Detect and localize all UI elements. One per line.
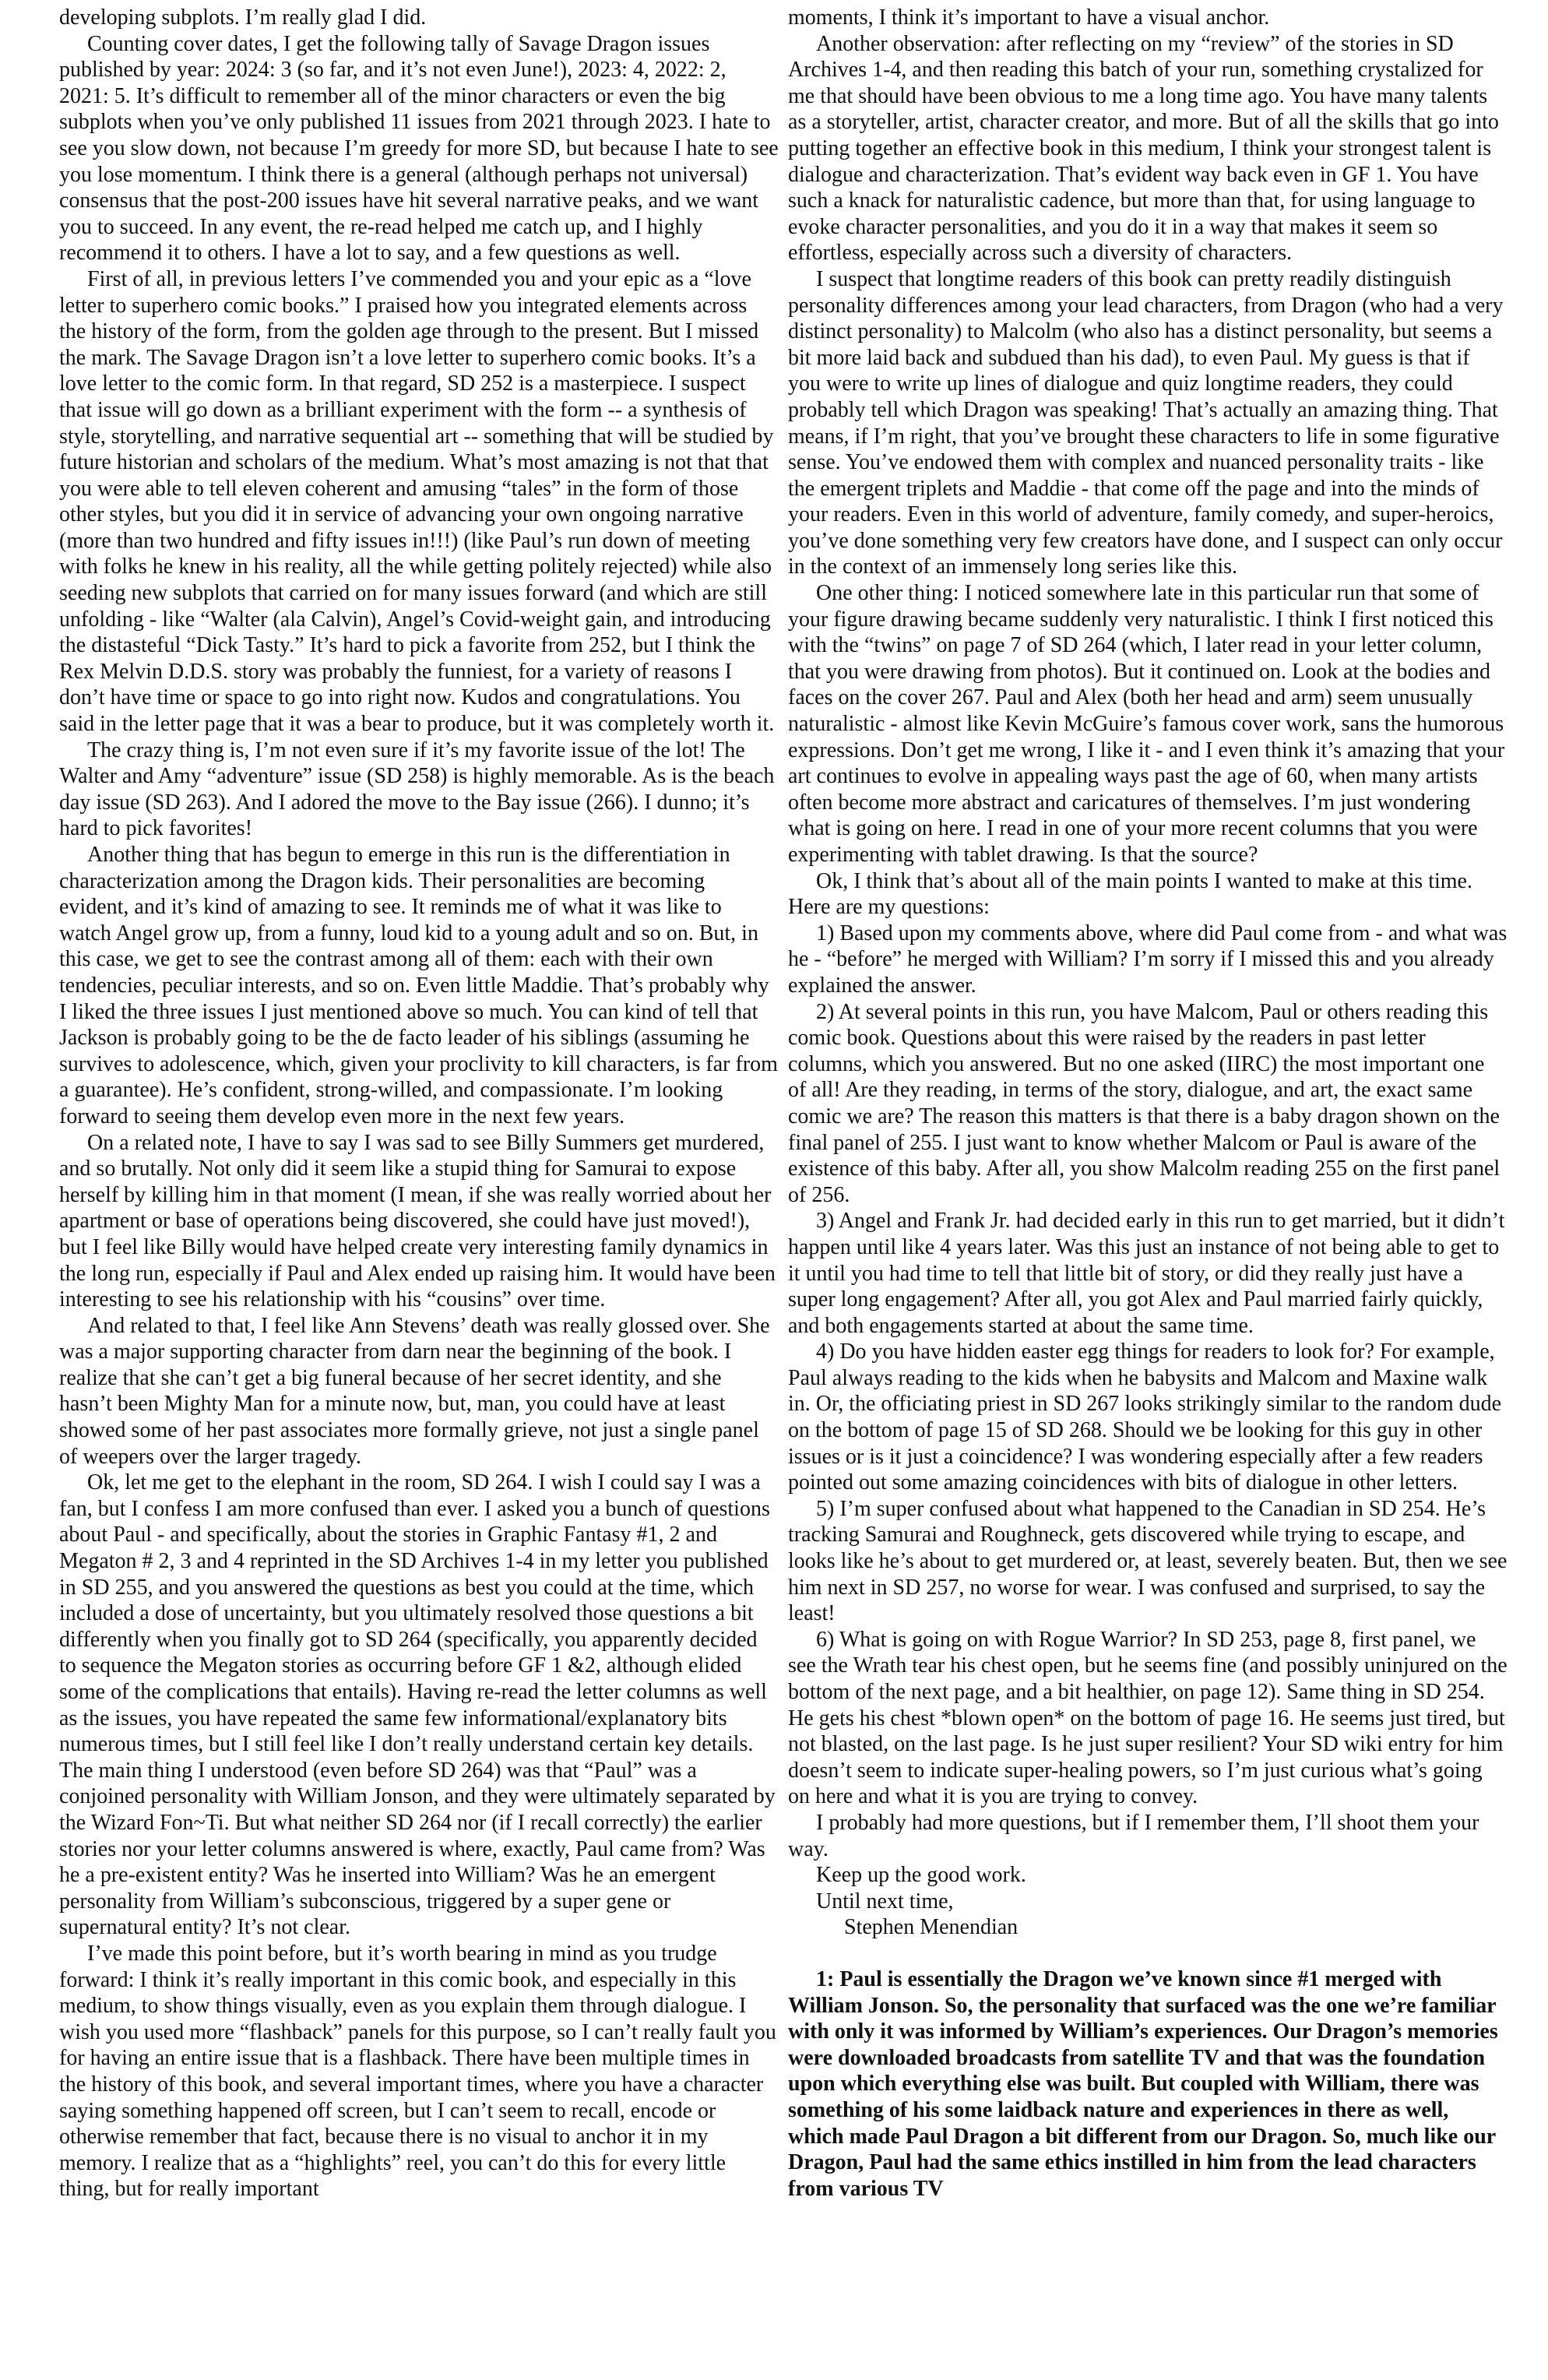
paragraph: I’ve made this point before, but it’s worth bearing in mind as you trudge forward: I think it’s really important in this comic book, and especially in this medium, to show things visually, even as you explain them through dialogue. I wish you used more “flashback” panels for this purpose, so I can’t really fault you for having an entire issue that is a flashback. There have been multiple times in the history of this book, and several important times, where you have a character saying something happened off screen, but I can’t seem to recall, encode or otherwise remember that fact, because there is no visual to anchor it in my memory. I realize that as a “highlights” reel, you can’t do this for every little thing, but for really important xyxy=(59,1941,776,2202)
paragraph: moments, I think it’s important to have a visual anchor. xyxy=(788,5,1270,30)
paragraph: I probably had more questions, but if I remember them, I’ll shoot them your way. xyxy=(788,1810,1479,1861)
right-column xyxy=(788,5,1508,2202)
paragraph: developing subplots. I’m really glad I did. xyxy=(59,5,427,30)
paragraph: And related to that, I feel like Ann Stevens’ death was really glossed over. She was a major supporting character from darn near the beginning of the book. I realize that she can’t get a big funeral because of her secret identity, and she hasn’t been Mighty Man for a minute now, but, man, you could have at least showed some of her past associates more formally grieve, not just a single panel of weepers over the larger tragedy. xyxy=(59,1313,770,1469)
left-column xyxy=(59,5,779,2202)
paragraph: First of all, in previous letters I’ve commended you and your epic as a “love letter to superhero comic books.” I praised how you integrated elements across the history of the form, from the golden age through to the present. But I missed the mark. The Savage Dragon isn’t a love letter to superhero comic books. It’s a love letter to the comic form. In that regard, SD 252 is a masterpiece. I suspect that issue will go down as a brilliant experiment with the form -- a synthesis of style, storytelling, and narrative sequential art -- something that will be studied by future historian and scholars of the medium. What’s most amazing is not that that you were able to tell eleven coherent and amusing “tales” in the form of those other styles, but you did it in service of advancing your own ongoing narrative (more than two hundred and fifty issues in!!!) (like Paul’s run down of meeting with folks he knew in his reality, all the while getting politely rejected) while also seeding new subplots that carried on for many issues forward (and which are still unfolding - like “Walter (ala Calvin), Angel’s Covid-weight gain, and introducing the distasteful “Dick Tasty.” It’s hard to pick a favorite from 252, but I think the Rex Melvin D.D.S. story was probably the funniest, for a variety of reasons I don’t have time or space to go into right now. Kudos and congratulations. You said in the letter page that it was a bear to produce, but it was completely worth it. xyxy=(59,266,775,737)
paragraph: Ok, let me get to the elephant in the room, SD 264. I wish I could say I was a fan, but I confess I am more confused than ever. I asked you a bunch of questions about Paul - and specifically, about the stories in Graphic Fantasy #1, 2 and Megaton # 2, 3 and 4 reprinted in the SD Archives 1-4 in my letter you published in SD 255, and you answered the questions as best you could at the time, which included a dose of uncertainty, but you ultimately resolved those questions a bit differently when you finally got to SD 264 (specifically, you apparently decided to sequence the Megaton stories as occurring before GF 1 &2, although elided some of the complications that entails). Having re-read the letter columns as well as the issues, you have repeated the same few informational/explanatory bits numerous times, but I still feel like I don’t really understand certain key details. The main thing I understood (even before SD 264) was that “Paul” was a conjoined personality with William Jonson, and they were ultimately separated by the Wizard Fon~Ti. But what neither SD 264 nor (if I recall correctly) the earlier stories nor your letter columns answered is where, exactly, Paul came from? Was he a pre-existent entity? Was he inserted into William? Was he an emergent personality from William’s subconscious, triggered by a super gene or supernatural entity? It’s not clear. xyxy=(59,1470,776,1940)
question-item: 4) Do you have hidden easter egg things for readers to look for? For example, Paul always reading to the kids when he babysits and Malcom and Maxine walk in. Or, the officiating priest in SD 267 looks strikingly similar to the random dude on the bottom of page 15 of SD 268. Should we be looking for this guy in other issues or is it just a coincidence? I was wondering especially after a few readers pointed out some amazing coincidences with bits of dialogue in other letters. xyxy=(788,1340,1502,1495)
paragraph: Another thing that has begun to emerge in this run is the differentiation in characterization among the Dragon kids. Their personalities are becoming evident, and it’s kind of amazing to see. It reminds me of what it was like to watch Angel grow up, from a funny, loud kid to a young adult and so on. But, in this case, we get to see the contrast among all of them: each with their own tendencies, peculiar interests, and so on. Even little Maddie. That’s probably why I liked the three issues I just mentioned above so much. You can kind of tell that Jackson is probably going to be the de facto leader of his siblings (assuming he survives to adolescence, which, given your proclivity to kill characters, is far from a guarantee). He’s confident, strong-willed, and compassionate. I’m looking forward to seeing them develop even more in the next few years. xyxy=(59,843,778,1128)
signature: Stephen Menendian xyxy=(844,1915,1019,1940)
question-item: 5) I’m super confused about what happened to the Canadian in SD 254. He’s tracking Samurai and Roughneck, gets discovered while trying to escape, and looks like he’s about to get murdered or, at least, severely beaten. But, then we see him next in SD 257, no worse for wear. I was confused and surprised, to say the least! xyxy=(788,1496,1508,1626)
paragraph: One other thing: I noticed somewhere late in this particular run that some of your figure drawing became suddenly very naturalistic. I think I first noticed this with the “twins” on page 7 of SD 264 (which, I later read in your letter column, that you were drawing from photos). But it continued on. Look at the bodies and faces on the cover 267. Paul and Alex (both her head and arm) seem unusually naturalistic - almost like Kevin McGuire’s famous cover work, sans the humorous expressions. Don’t get me wrong, I like it - and I even think it’s amazing that your art continues to evolve in appealing ways past the age of 60, when many artists often become more abstract and caricatures of themselves. I’m just wondering what is going on here. I read in one of your more recent columns that you were experimenting with tablet drawing. Is that the source? xyxy=(788,581,1505,867)
question-item: 3) Angel and Frank Jr. had decided early in this run to get married, but it didn’t happen until like 4 years later. Was this just an instance of not being able to get to it until you had time to tell that little bit of story, or did they really just have a super long engagement? After all, you got Alex and Paul married fairly quickly, and both engagements started at about the same time. xyxy=(788,1209,1505,1338)
editor-answer: 1: Paul is essentially the Dragon we’ve known since #1 merged with William Jonson. So, the personality that surfaced was the one we’re familiar with only it was informed by William’s experiences. Our Dragon’s memories were downloaded broadcasts from satellite TV and that was the foundation upon which everything else was built. But coupled with William, there was something of his some laidback nature and experiences in there as well, which made Paul Dragon a bit different from our Dragon. So, much like our Dragon, Paul had the same ethics instilled in him from the lead characters from various TV xyxy=(788,1966,1498,2201)
closing-line: Keep up the good work. xyxy=(816,1863,1026,1888)
paragraph: Ok, I think that’s about all of the main points I wanted to make at this time. Here are my questions: xyxy=(788,868,1472,920)
question-item: 2) At several points in this run, you have Malcom, Paul or others reading this comic book. Questions about this were raised by the readers in past letter columns, which you answered. But no one asked (IIRC) the most important one of all! Are they reading, in terms of the story, dialogue, and art, the exact same comic we are? The reason this matters is that there is a baby dragon shown on the final panel of 255. I just want to know whether Malcom or Paul is aware of the existence of this baby. After all, you show Malcolm reading 255 on the first panel of 256. xyxy=(788,999,1501,1207)
paragraph: On a related note, I have to say I was sad to see Billy Summers get murdered, and so brutally. Not only did it seem like a stupid thing for Samurai to expose herself by killing him in that moment (I mean, if she was really worried about her apartment or base of operations being discovered, she could have just moved!), but I feel like Billy would have helped create very interesting family dynamics in the long run, especially if Paul and Alex ended up raising him. It would have been interesting to see his relationship with his “cousins” over time. xyxy=(59,1130,776,1312)
paragraph: I suspect that longtime readers of this book can pretty readily distinguish personality differences among your lead characters, from Dragon (who had a very distinct personality) to Malcolm (who also has a distinct personality, but seems a bit more laid back and subdued than his dad), to even Paul. My guess is that if you were to write up lines of dialogue and quiz longtime readers, they could probably tell which Dragon was speaking! That’s actually an amazing thing. That means, if I’m right, that you’ve brought these characters to life in some figurative sense. You’ve endowed them with complex and nuanced personality traits - like the emergent triplets and Maddie - that come off the page and into the minds of your readers. Even in this world of adventure, family comedy, and super-heroics, you’ve done something very few creators have done, and I suspect can only occur in the context of an immensely long series like this. xyxy=(788,266,1504,579)
closing-line: Until next time, xyxy=(816,1889,954,1914)
paragraph: Counting cover dates, I get the following tally of Savage Dragon issues published by year: 2024: 3 (so far, and it’s not even June!), 2023: 4, 2022: 2, 2021: 5. It’s difficult to remember all of the minor characters or even the big subplots when you’ve only published 11 issues from 2021 through 2023. I hate to see you slow down, not because I’m greedy for more SD, but because I hate to see you lose momentum. I think there is a general (although perhaps not universal) consensus that the post-200 issues have hit several narrative peaks, and we want you to succeed. In any event, the re-read helped me catch up, and I highly recommend it to others. I have a lot to say, and a few questions as well. xyxy=(59,31,779,266)
paragraph: Another observation: after reflecting on my “review” of the stories in SD Archives 1-4, and then reading this batch of your run, something crystalized for me that should have been obvious to me a long time ago. You have many talents as a storyteller, artist, character creator, and more. But of all the skills that go into putting together an effective book in this medium, I think your strongest talent is dialogue and characterization. That’s evident way back even in GF 1. You have such a knack for naturalistic cadence, but more than that, for using language to evoke character personalities, and you do it in a way that makes it seem so effortless, especially across such a diversity of characters. xyxy=(788,31,1499,266)
question-item: 6) What is going on with Rogue Warrior? In SD 253, page 8, first panel, we see the Wrath tear his chest open, but he seems fine (and possibly uninjured on the bottom of the next page, and a bit healthier, on page 12). Same thing in SD 254. He gets his chest *blown open* on the bottom of page 16. He seems just tired, but not blasted, on the last page. Is he just super resilient? Your SD wiki entry for him doesn’t seem to indicate super-healing powers, so I’m just curious what’s going on here and what it is you are trying to convey. xyxy=(788,1627,1508,1809)
question-item: 1) Based upon my comments above, where did Paul come from - and what was he - “before” he merged with William? I’m sorry if I missed this and you already explained the answer. xyxy=(788,921,1508,998)
paragraph: The crazy thing is, I’m not even sure if it’s my favorite issue of the lot! The Walter and Amy “adventure” issue (SD 258) is highly memorable. As is the beach day issue (SD 263). And I adored the move to the Bay issue (266). I dunno; it’s hard to pick favorites! xyxy=(59,738,775,841)
